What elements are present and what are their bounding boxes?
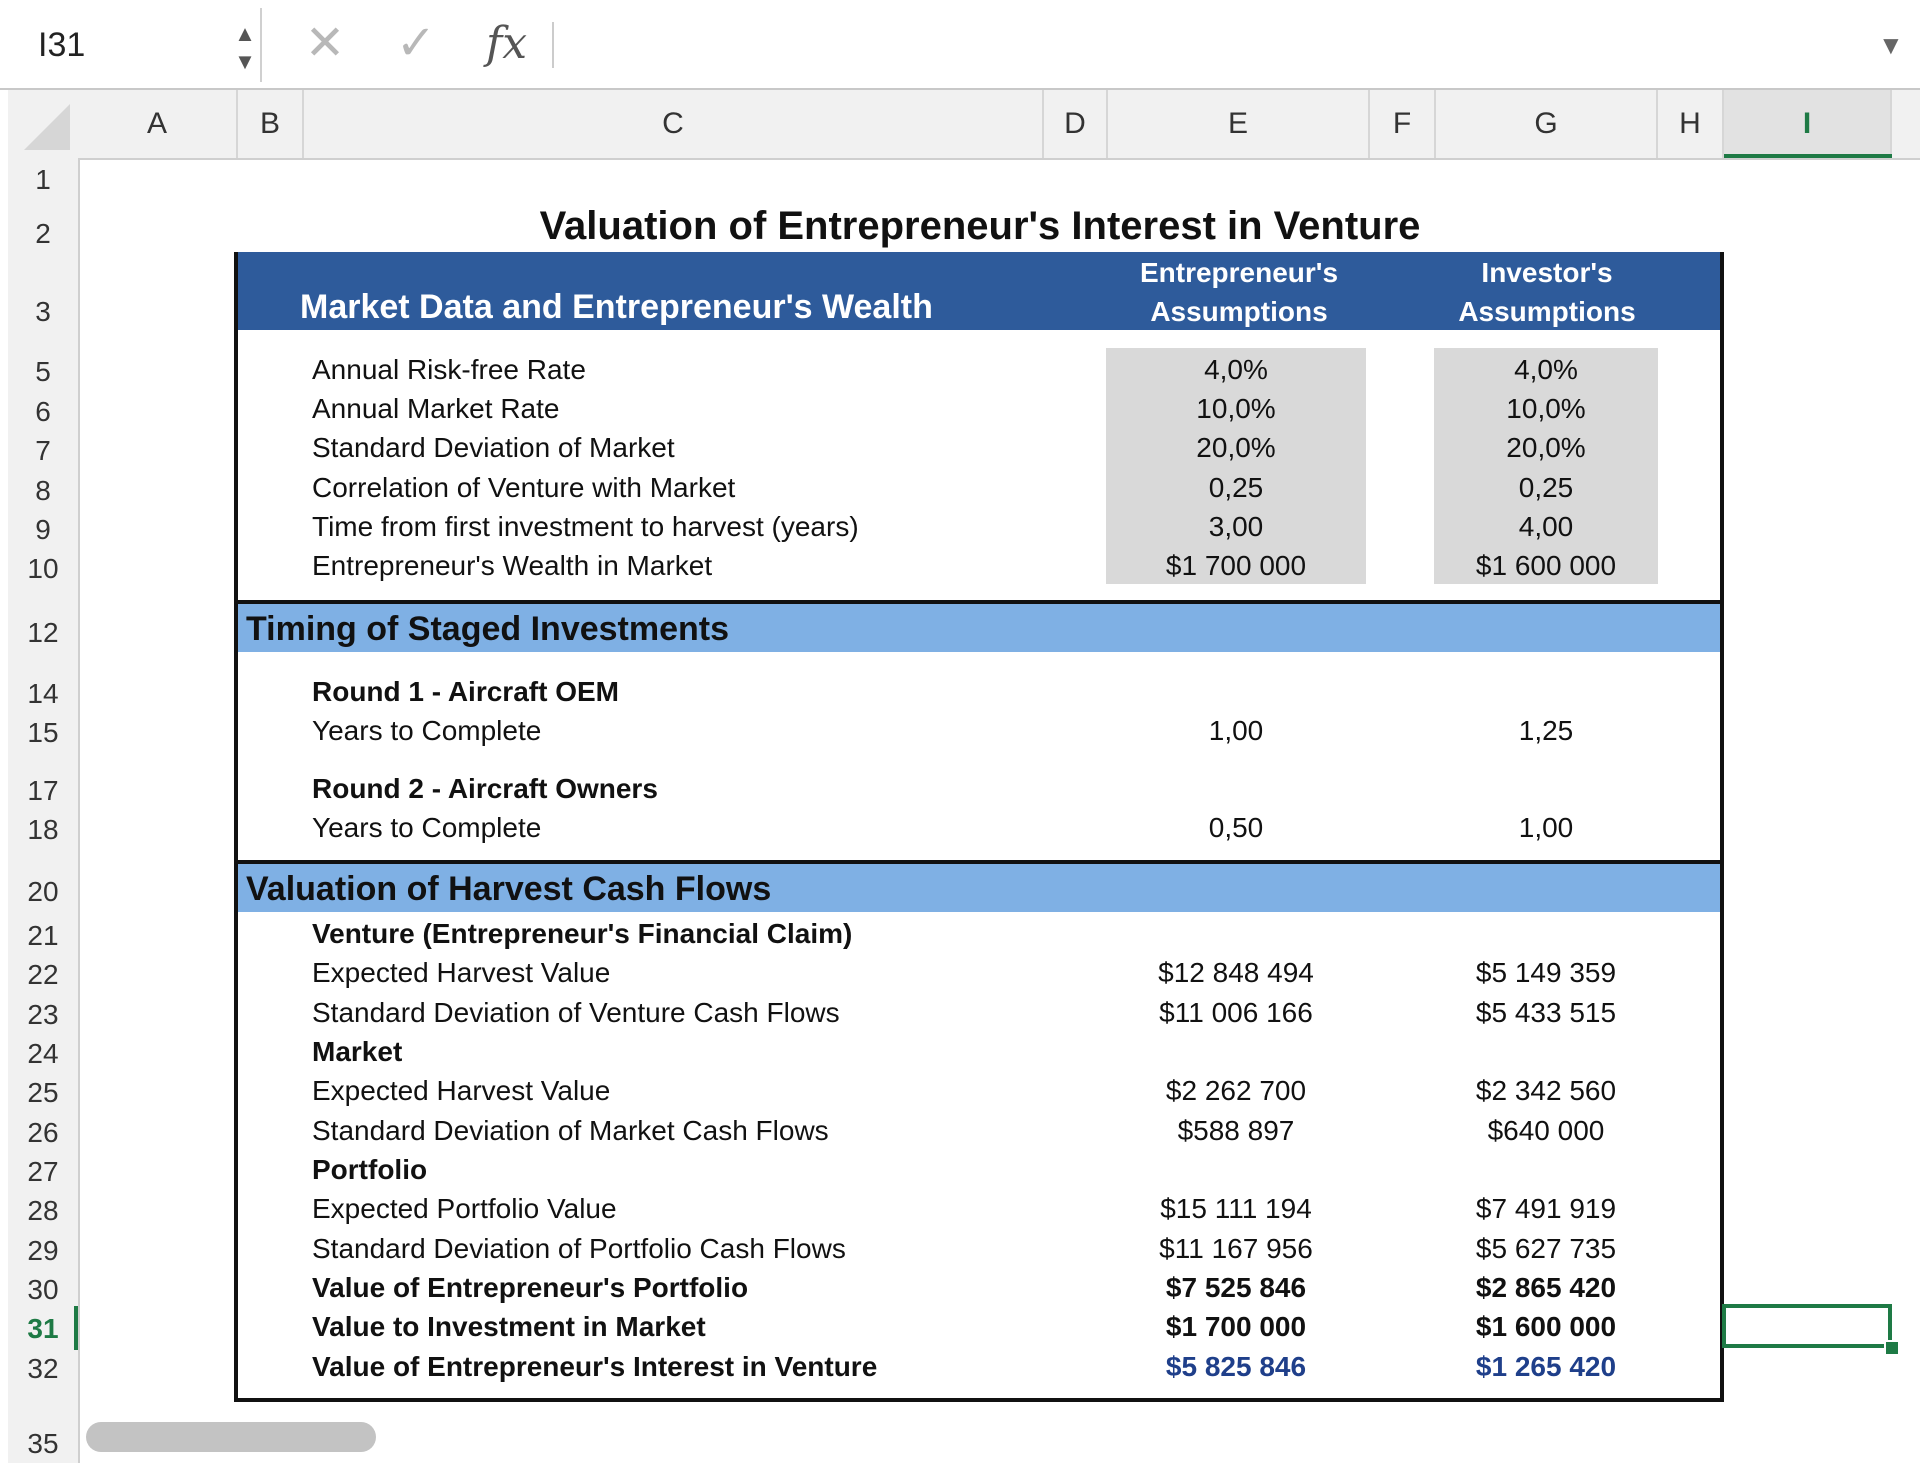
formula-input[interactable] (570, 22, 1860, 68)
cell-e32[interactable]: $5 825 846 (1165, 1351, 1307, 1382)
valuation-section-title: Valuation of Harvest Cash Flows (246, 870, 772, 908)
cell-g30[interactable]: $2 865 420 (1475, 1272, 1617, 1303)
round1-title: Round 1 - Aircraft OEM (312, 676, 619, 707)
row-header[interactable]: 12 (27, 617, 59, 648)
round2-title: Round 2 - Aircraft Owners (312, 773, 658, 804)
cell-g28[interactable]: $7 491 919 (1475, 1193, 1617, 1224)
cell-e15[interactable]: 1,00 (1208, 715, 1264, 746)
portfolio-sd-label: Standard Deviation of Portfolio Cash Flows (312, 1233, 846, 1264)
cell-g5[interactable]: 4,0% (1514, 354, 1578, 385)
cell-e8[interactable]: 0,25 (1208, 472, 1264, 503)
column-header-g[interactable]: G (1436, 90, 1658, 158)
row-header[interactable]: 9 (35, 514, 51, 545)
cell-e9[interactable]: 3,00 (1208, 511, 1264, 542)
insert-function-button[interactable]: fx (486, 18, 528, 69)
row-header[interactable]: 8 (35, 475, 51, 506)
name-box-stepper-icon[interactable]: ▲ ▼ (234, 21, 256, 74)
row-header[interactable]: 7 (35, 435, 51, 466)
cell-e18[interactable]: 0,50 (1208, 812, 1264, 843)
market-title: Market (312, 1036, 403, 1067)
active-row-indicator (74, 1306, 78, 1350)
sheet-title: Valuation of Entrepreneur's Interest in Venture (539, 204, 1421, 248)
cell-g23[interactable]: $5 433 515 (1475, 997, 1617, 1028)
row-header[interactable]: 3 (35, 296, 51, 327)
cell-g10[interactable]: $1 600 000 (1475, 550, 1617, 581)
row-header[interactable]: 27 (27, 1156, 59, 1187)
market-sd-label: Standard Deviation of Market Cash Flows (312, 1115, 829, 1146)
label-time-to-harvest: Time from first investment to harvest (years) (312, 511, 859, 542)
portfolio-title: Portfolio (312, 1154, 428, 1185)
row-header[interactable]: 32 (27, 1353, 59, 1384)
row-header[interactable]: 18 (27, 814, 59, 845)
label-sd-market: Standard Deviation of Market (312, 432, 675, 463)
timing-section-title: Timing of Staged Investments (246, 610, 730, 648)
label-correlation: Correlation of Venture with Market (312, 472, 736, 503)
cell-e25[interactable]: $2 262 700 (1165, 1075, 1307, 1106)
cell-e30[interactable]: $7 525 846 (1165, 1272, 1307, 1303)
cell-g9[interactable]: 4,00 (1518, 511, 1574, 542)
row-header[interactable]: 26 (27, 1117, 59, 1148)
row-header-active[interactable]: 31 (27, 1313, 59, 1344)
column-header-c[interactable]: C (304, 90, 1044, 158)
cell-g7[interactable]: 20,0% (1506, 432, 1586, 463)
row-header[interactable]: 30 (27, 1274, 59, 1305)
row-header[interactable]: 6 (35, 396, 51, 427)
row-header[interactable]: 5 (35, 356, 51, 387)
cell-e7[interactable]: 20,0% (1196, 432, 1276, 463)
cell-reference[interactable]: I31 (38, 26, 86, 64)
row-header[interactable]: 10 (27, 553, 59, 584)
investor-assumptions-header-2: Assumptions (1458, 296, 1636, 327)
active-column-indicator (1724, 154, 1892, 158)
formula-divider (552, 22, 554, 68)
cell-g25[interactable]: $2 342 560 (1475, 1075, 1617, 1106)
entrepreneur-assumptions-header-2: Assumptions (1150, 296, 1328, 327)
column-header-a[interactable]: A (78, 90, 238, 158)
entrepreneur-assumptions-header-1: Entrepreneur's (1139, 257, 1339, 288)
row-header-bar (8, 158, 80, 1463)
expand-formula-bar-icon[interactable]: ▼ (1878, 30, 1904, 60)
fill-handle[interactable] (1884, 1340, 1900, 1356)
venture-expected-harvest-label: Expected Harvest Value (312, 957, 611, 988)
round2-years-label: Years to Complete (312, 812, 542, 843)
selected-cell-i31[interactable] (1722, 1304, 1892, 1348)
cell-g15[interactable]: 1,25 (1518, 715, 1574, 746)
value-interest-venture-label: Value of Entrepreneur's Interest in Venture (312, 1351, 878, 1382)
label-wealth-in-market: Entrepreneur's Wealth in Market (312, 550, 713, 581)
row-header[interactable]: 20 (27, 876, 59, 907)
column-header-d[interactable]: D (1044, 90, 1108, 158)
name-box[interactable] (8, 8, 262, 82)
cell-e31[interactable]: $1 700 000 (1165, 1311, 1307, 1342)
row-header[interactable]: 29 (27, 1235, 59, 1266)
row-header[interactable]: 2 (35, 218, 51, 249)
cell-e5[interactable]: 4,0% (1204, 354, 1268, 385)
column-header-b[interactable]: B (238, 90, 304, 158)
market-expected-harvest-label: Expected Harvest Value (312, 1075, 611, 1106)
value-portfolio-label: Value of Entrepreneur's Portfolio (312, 1272, 749, 1303)
row-header[interactable]: 23 (27, 999, 59, 1030)
investor-assumptions-header-1: Investor's (1481, 257, 1613, 288)
venture-sd-label: Standard Deviation of Venture Cash Flows (312, 997, 840, 1028)
row-header[interactable]: 35 (27, 1428, 59, 1459)
column-header-e[interactable]: E (1108, 90, 1370, 158)
cell-g26[interactable]: $640 000 (1487, 1115, 1605, 1146)
confirm-icon[interactable]: ✓ (395, 17, 437, 70)
column-header-h[interactable]: H (1658, 90, 1724, 158)
cell-e22[interactable]: $12 848 494 (1158, 957, 1314, 988)
cancel-icon[interactable]: ✕ (304, 17, 346, 70)
column-header-i[interactable]: I (1724, 90, 1892, 158)
select-all-button[interactable] (8, 90, 78, 158)
cell-e26[interactable]: $588 897 (1177, 1115, 1295, 1146)
row-header[interactable]: 28 (27, 1195, 59, 1226)
row-header[interactable]: 14 (27, 678, 59, 709)
cell-e23[interactable]: $11 006 166 (1159, 997, 1313, 1028)
venture-title: Venture (Entrepreneur's Financial Claim) (312, 918, 853, 949)
market-data-header: Market Data and Entrepreneur's Wealth (300, 288, 933, 326)
cell-e6[interactable]: 10,0% (1196, 393, 1276, 424)
row-header[interactable]: 24 (27, 1038, 59, 1069)
column-header-f[interactable]: F (1370, 90, 1436, 158)
cell-g31[interactable]: $1 600 000 (1475, 1311, 1617, 1342)
row-header[interactable]: 25 (27, 1077, 59, 1108)
cell-e28[interactable]: $15 111 194 (1160, 1193, 1312, 1224)
label-market-rate: Annual Market Rate (312, 393, 560, 424)
cell-e10[interactable]: $1 700 000 (1165, 550, 1307, 581)
row-header[interactable]: 15 (27, 717, 59, 748)
round1-years-label: Years to Complete (312, 715, 542, 746)
horizontal-scrollbar[interactable] (86, 1422, 376, 1452)
label-risk-free-rate: Annual Risk-free Rate (312, 354, 586, 385)
row-header[interactable]: 17 (27, 775, 59, 806)
cell-g29[interactable]: $5 627 735 (1475, 1233, 1617, 1264)
cell-g6[interactable]: 10,0% (1506, 393, 1586, 424)
cell-g32[interactable]: $1 265 420 (1475, 1351, 1617, 1382)
row-header[interactable]: 21 (27, 920, 59, 951)
cell-g22[interactable]: $5 149 359 (1475, 957, 1617, 988)
cell-g18[interactable]: 1,00 (1518, 812, 1574, 843)
cell-g8[interactable]: 0,25 (1518, 472, 1574, 503)
cell-e29[interactable]: $11 167 956 (1159, 1233, 1313, 1264)
value-investment-market-label: Value to Investment in Market (312, 1311, 706, 1342)
row-header[interactable]: 22 (27, 959, 59, 990)
portfolio-expected-value-label: Expected Portfolio Value (312, 1193, 617, 1224)
row-header[interactable]: 1 (35, 164, 51, 195)
